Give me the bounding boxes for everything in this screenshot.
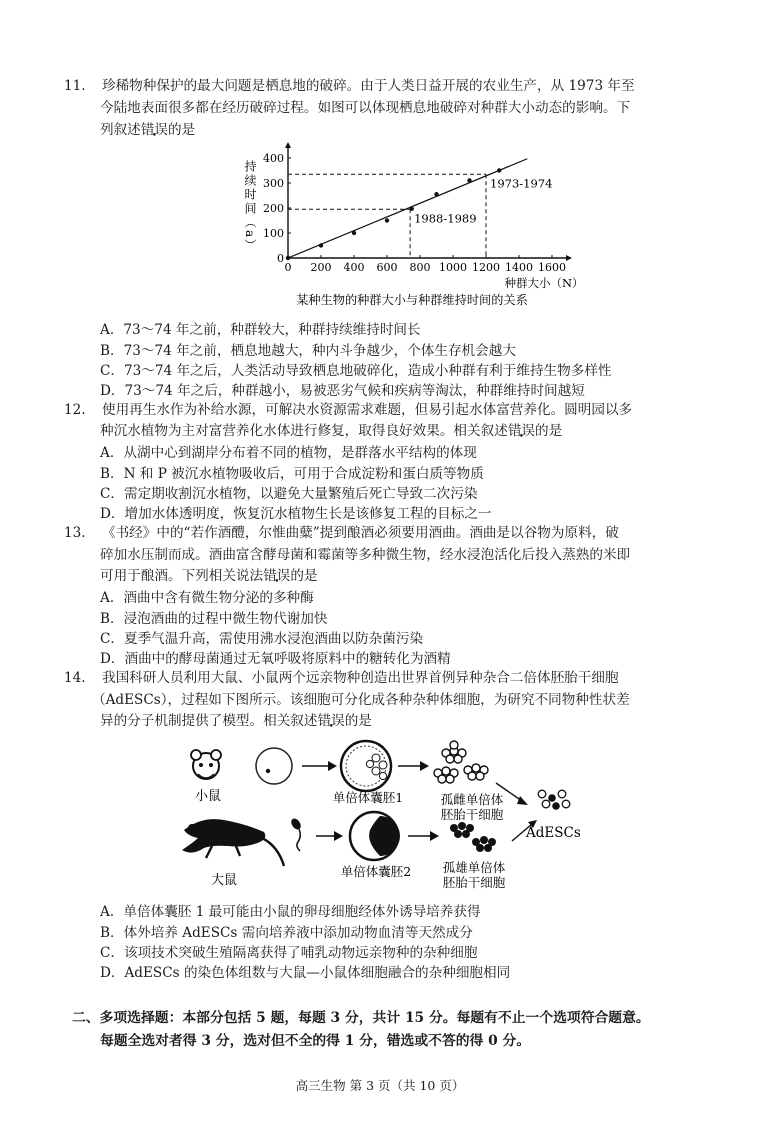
question-number: 14.	[64, 670, 86, 686]
stem-line: 珍稀物种保护的最大问题是栖息地的破碎。由于人类日益开展的农业生产，从 1973 年至	[102, 78, 635, 94]
stem-text: 可用于酿酒。下列相关说法	[100, 568, 264, 584]
y-tick-label: 300	[263, 177, 284, 190]
data-point	[497, 168, 501, 172]
option-d: D．增加水体透明度，恢复沉水植物生长是该修复工程的目标之一	[100, 506, 492, 522]
x-tick-label: 800	[409, 261, 431, 274]
x-axis-arrow-icon	[566, 255, 572, 261]
option-a: A．单倍体囊胚 1 最可能由小鼠的卵母细胞经体外诱导培养获得	[100, 904, 481, 920]
male-cells-label-line2: 胚胎干细胞	[442, 875, 506, 890]
data-point	[385, 218, 389, 222]
section-line: 每题全选对者得 3 分，选对但不全的得 1 分，错选或不答的得 0 分。	[100, 1033, 531, 1049]
stem-text: 列叙述	[100, 122, 141, 138]
page-footer: 高三生物 第 3 页（共 10 页）	[295, 1078, 465, 1093]
x-tick-label: 400	[343, 261, 365, 274]
x-tick-label: 1000	[439, 261, 467, 274]
sperm-icon	[289, 817, 302, 851]
oocyte-icon	[256, 748, 292, 784]
x-tick-label: 200	[310, 261, 332, 274]
y-tick-label: 0	[277, 252, 284, 265]
x-tick-label: 0	[284, 261, 292, 274]
option-b: B．73～74 年之前，栖息地越大，种内斗争越少，个体生存机会越大	[100, 343, 516, 359]
question-11-line2	[100, 98, 700, 119]
section-line: 二、多项选择题：本部分包括 5 题，每题 3 分，共计 15 分。每题有不止一个选项符合题意。	[72, 1010, 650, 1026]
question-14-line3	[100, 711, 700, 732]
emphasis-word: 错误	[507, 423, 535, 439]
emphasis-word: 错误	[263, 568, 291, 584]
stem-line: 使用再生水作为补给水源，可解决水资源需求难题，但易引起水体富营养化。圆明园以多	[102, 402, 633, 418]
section-2-heading	[72, 1007, 712, 1053]
stem-text: 种沉水植物为主对富营养化水体进行修复，取得良好效果。相关叙述	[100, 423, 508, 439]
female-cells-label-line2: 胚胎干细胞	[440, 807, 504, 822]
question-13-line2	[100, 545, 700, 566]
y-tick-label: 200	[263, 202, 284, 215]
data-point	[467, 178, 471, 182]
data-point	[434, 192, 438, 196]
blastocyst-2-icon	[350, 812, 400, 860]
adescs-process-diagram	[176, 738, 596, 896]
arrow-head-icon	[334, 831, 343, 841]
x-tick-label: 1200	[472, 261, 500, 274]
question-11-line3	[100, 120, 700, 141]
y-tick-label: 100	[263, 227, 284, 240]
rat-label: 大鼠	[210, 873, 238, 888]
arrow-head-icon	[328, 761, 337, 771]
stem-line: 《书经》中的“若作酒醴，尔惟曲糵”提到酿酒必须要用酒曲。酒曲是以谷物为原料，破	[102, 525, 619, 541]
option-c: C．该项技术突破生殖隔离获得了哺乳动物远亲物种的杂种细胞	[100, 945, 478, 961]
stem-text: 的是	[290, 568, 318, 584]
data-point	[319, 243, 323, 247]
question-number: 13.	[64, 525, 86, 541]
stem-text: 的是	[344, 713, 372, 729]
question-number: 12.	[64, 402, 86, 418]
question-12-line2	[100, 421, 700, 442]
option-c: C．73～74 年之后，人类活动导致栖息地破碎化，造成小种群有利于维持生物多样性	[100, 363, 612, 379]
option-b: B．体外培养 AdESCs 需向培养液中添加动物血清等天然成分	[100, 925, 473, 941]
question-13-line3	[100, 566, 700, 587]
stem-text: 异的分子机制提供了模型。相关叙述	[100, 713, 318, 729]
emphasis-word: 错误	[317, 713, 345, 729]
mouse-label: 小鼠	[194, 789, 222, 804]
stem-line: 碎加水压制而成。酒曲富含酵母菌和霉菌等多种微生物，经水浸泡活化后投入蒸熟的米即	[100, 547, 631, 563]
question-13	[64, 523, 692, 544]
stem-line: 今陆地表面很多都在经历破碎过程。如图可以体现栖息地破碎对种群大小动态的影响。下	[100, 100, 631, 116]
emphasis-word: 错误	[140, 122, 168, 138]
stem-line: （AdESCs），过程如下图所示。该细胞可分化成各种杂种体细胞，为研究不同物种性状差	[92, 692, 630, 708]
data-point	[352, 231, 356, 235]
rat-icon	[182, 819, 284, 866]
question-12	[64, 400, 692, 421]
question-14-line2	[92, 690, 702, 711]
blastocyst-2-label: 单倍体囊胚2	[340, 864, 412, 879]
option-d: D．73～74 年之后，种群越小，易被恶劣气候和疾病等淘汰，种群维持时间越短	[100, 383, 585, 399]
stem-text: 的是	[535, 423, 563, 439]
option-d: D．酒曲中的酵母菌通过无氧呼吸将原料中的糖转化为酒精	[100, 651, 451, 667]
arrow-head-icon	[430, 831, 439, 841]
option-b: B．浸泡酒曲的过程中微生物代谢加快	[100, 611, 328, 627]
question-14	[64, 668, 692, 689]
stem-text: 的是	[167, 122, 196, 138]
option-a: A．从湖中心到湖岸分布着不同的植物，是群落水平结构的体现	[100, 445, 477, 461]
male-cells-label-line1: 孤雄单倍体	[442, 860, 506, 875]
y-axis-label: 持续时间（a）	[243, 160, 257, 254]
option-d: D．AdESCs 的染色体组数与大鼠—小鼠体细胞融合的杂种细胞相同	[100, 965, 511, 981]
option-a: A．酒曲中含有微生物分泌的多种酶	[100, 590, 314, 606]
annotation-label: 1973-1974	[490, 176, 553, 191]
y-axis-arrow-icon	[285, 142, 291, 148]
x-tick-label: 600	[376, 261, 398, 274]
x-axis-label: 种群大小（N）	[504, 276, 584, 290]
stem-line: 我国科研人员利用大鼠、小鼠两个远亲物种创造出世界首例异种杂合二倍体胚胎干细胞	[102, 670, 619, 686]
adescs-label: AdESCs	[526, 825, 581, 841]
x-tick-label: 1400	[505, 261, 533, 274]
x-tick-label: 1600	[538, 261, 566, 274]
parthenogenetic-cell-clusters-icon	[434, 741, 488, 783]
blastocyst-1-icon	[341, 741, 391, 791]
y-tick-label: 400	[263, 152, 284, 165]
question-stem	[102, 76, 692, 97]
annotation-label: 1988-1989	[414, 211, 477, 226]
trend-line	[288, 159, 527, 258]
option-b: B．N 和 P 被沉水植物吸收后，可用于合成淀粉和蛋白质等物质	[100, 466, 484, 482]
arrow-head-icon	[420, 761, 429, 771]
option-c: C．夏季气温升高，需使用沸水浸泡酒曲以防杂菌污染	[100, 631, 424, 647]
female-cells-label-line1: 孤雌单倍体	[440, 792, 504, 807]
option-a: A．73～74 年之前，种群较大，种群持续维持时间长	[100, 322, 421, 338]
adescs-cells-icon	[538, 790, 570, 810]
population-duration-chart	[232, 142, 592, 314]
blastocyst-1-label: 单倍体囊胚1	[332, 790, 404, 805]
option-c: C．需定期收割沉水植物，以避免大量繁殖后死亡导致二次污染	[100, 486, 478, 502]
question-11	[64, 76, 692, 97]
data-point	[286, 256, 290, 260]
chart-caption: 某种生物的种群大小与种群维持时间的关系	[296, 293, 528, 307]
question-number: 11.	[64, 78, 86, 94]
mouse-icon	[191, 750, 221, 779]
androgenetic-cell-clusters-icon	[450, 822, 496, 852]
arrow-head-icon	[517, 796, 528, 805]
